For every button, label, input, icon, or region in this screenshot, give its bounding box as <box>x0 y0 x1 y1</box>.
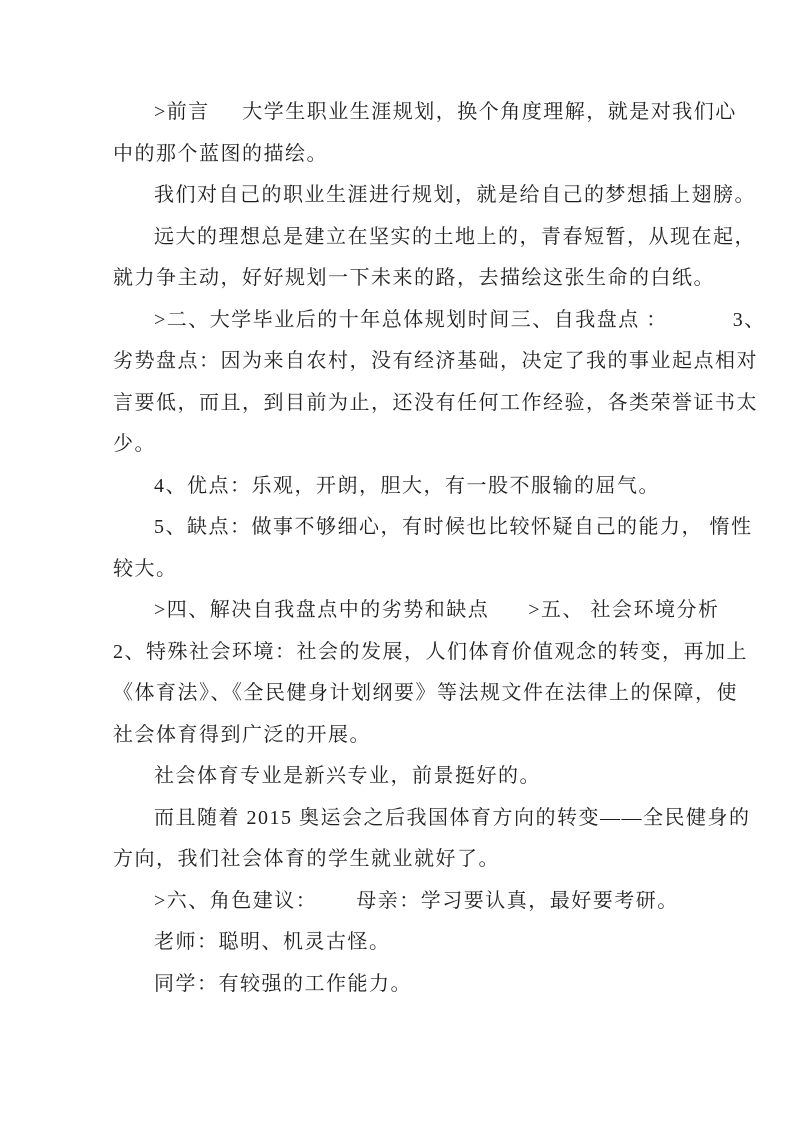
text-line: 社会体育得到广泛的开展。 <box>113 723 371 746</box>
text-line: 而且随着 2015 奥运会之后我国体育方向的转变——全民健身的 <box>154 806 751 829</box>
text-line: 较大。 <box>113 557 178 580</box>
text-line: 劣势盘点：因为来自农村，没有经济基础，决定了我的事业起点相对 <box>113 350 758 372</box>
text-line: 4、优点：乐观，开朗，胆大，有一股不服输的屈气。 <box>154 474 660 497</box>
text-line: 老师：聪明、机灵古怪。 <box>154 931 391 953</box>
text-line: >四、解决自我盘点中的劣势和缺点 >五、 社会环境分析 <box>154 599 720 621</box>
text-line: 就力争主动，好好规划一下未来的路，去描绘这张生命的白纸。 <box>113 267 715 289</box>
document-body <box>113 92 766 1005</box>
text-line: 远大的理想总是建立在坚实的土地上的，青春短暂，从现在起， <box>154 225 756 248</box>
text-line: 同学：有较强的工作能力。 <box>154 972 412 995</box>
text-line: 方向，我们社会体育的学生就业就好了。 <box>113 848 500 870</box>
text-line: >二、大学毕业后的十年总体规划时间三、自我盘点 ： 3、 <box>154 308 766 331</box>
text-line: >前言 大学生职业生涯规划，换个角度理解，就是对我们心 <box>154 101 737 123</box>
text-line: 中的那个蓝图的描绘。 <box>113 142 328 165</box>
text-line: 我们对自己的职业生涯进行规划，就是给自己的梦想插上翅膀。 <box>154 184 756 206</box>
text-line: 2、特殊社会环境：社会的发展，人们体育价值观念的转变，再加上 <box>113 640 748 663</box>
text-line: 少。 <box>113 433 156 455</box>
text-line: 《体育法》、《全民健身计划纲要》等法规文件在法律上的保障，使 <box>113 682 738 704</box>
text-line: 社会体育专业是新兴专业，前景挺好的。 <box>154 765 541 787</box>
text-line: >六、角色建议： 母亲：学习要认真，最好要考研。 <box>154 889 679 912</box>
text-line: 5、缺点：做事不够细心，有时候也比较怀疑自己的能力， 惰性 <box>154 516 753 538</box>
text-line: 言要低，而且，到目前为止，还没有任何工作经验，各类荣誉证书太 <box>113 391 758 414</box>
